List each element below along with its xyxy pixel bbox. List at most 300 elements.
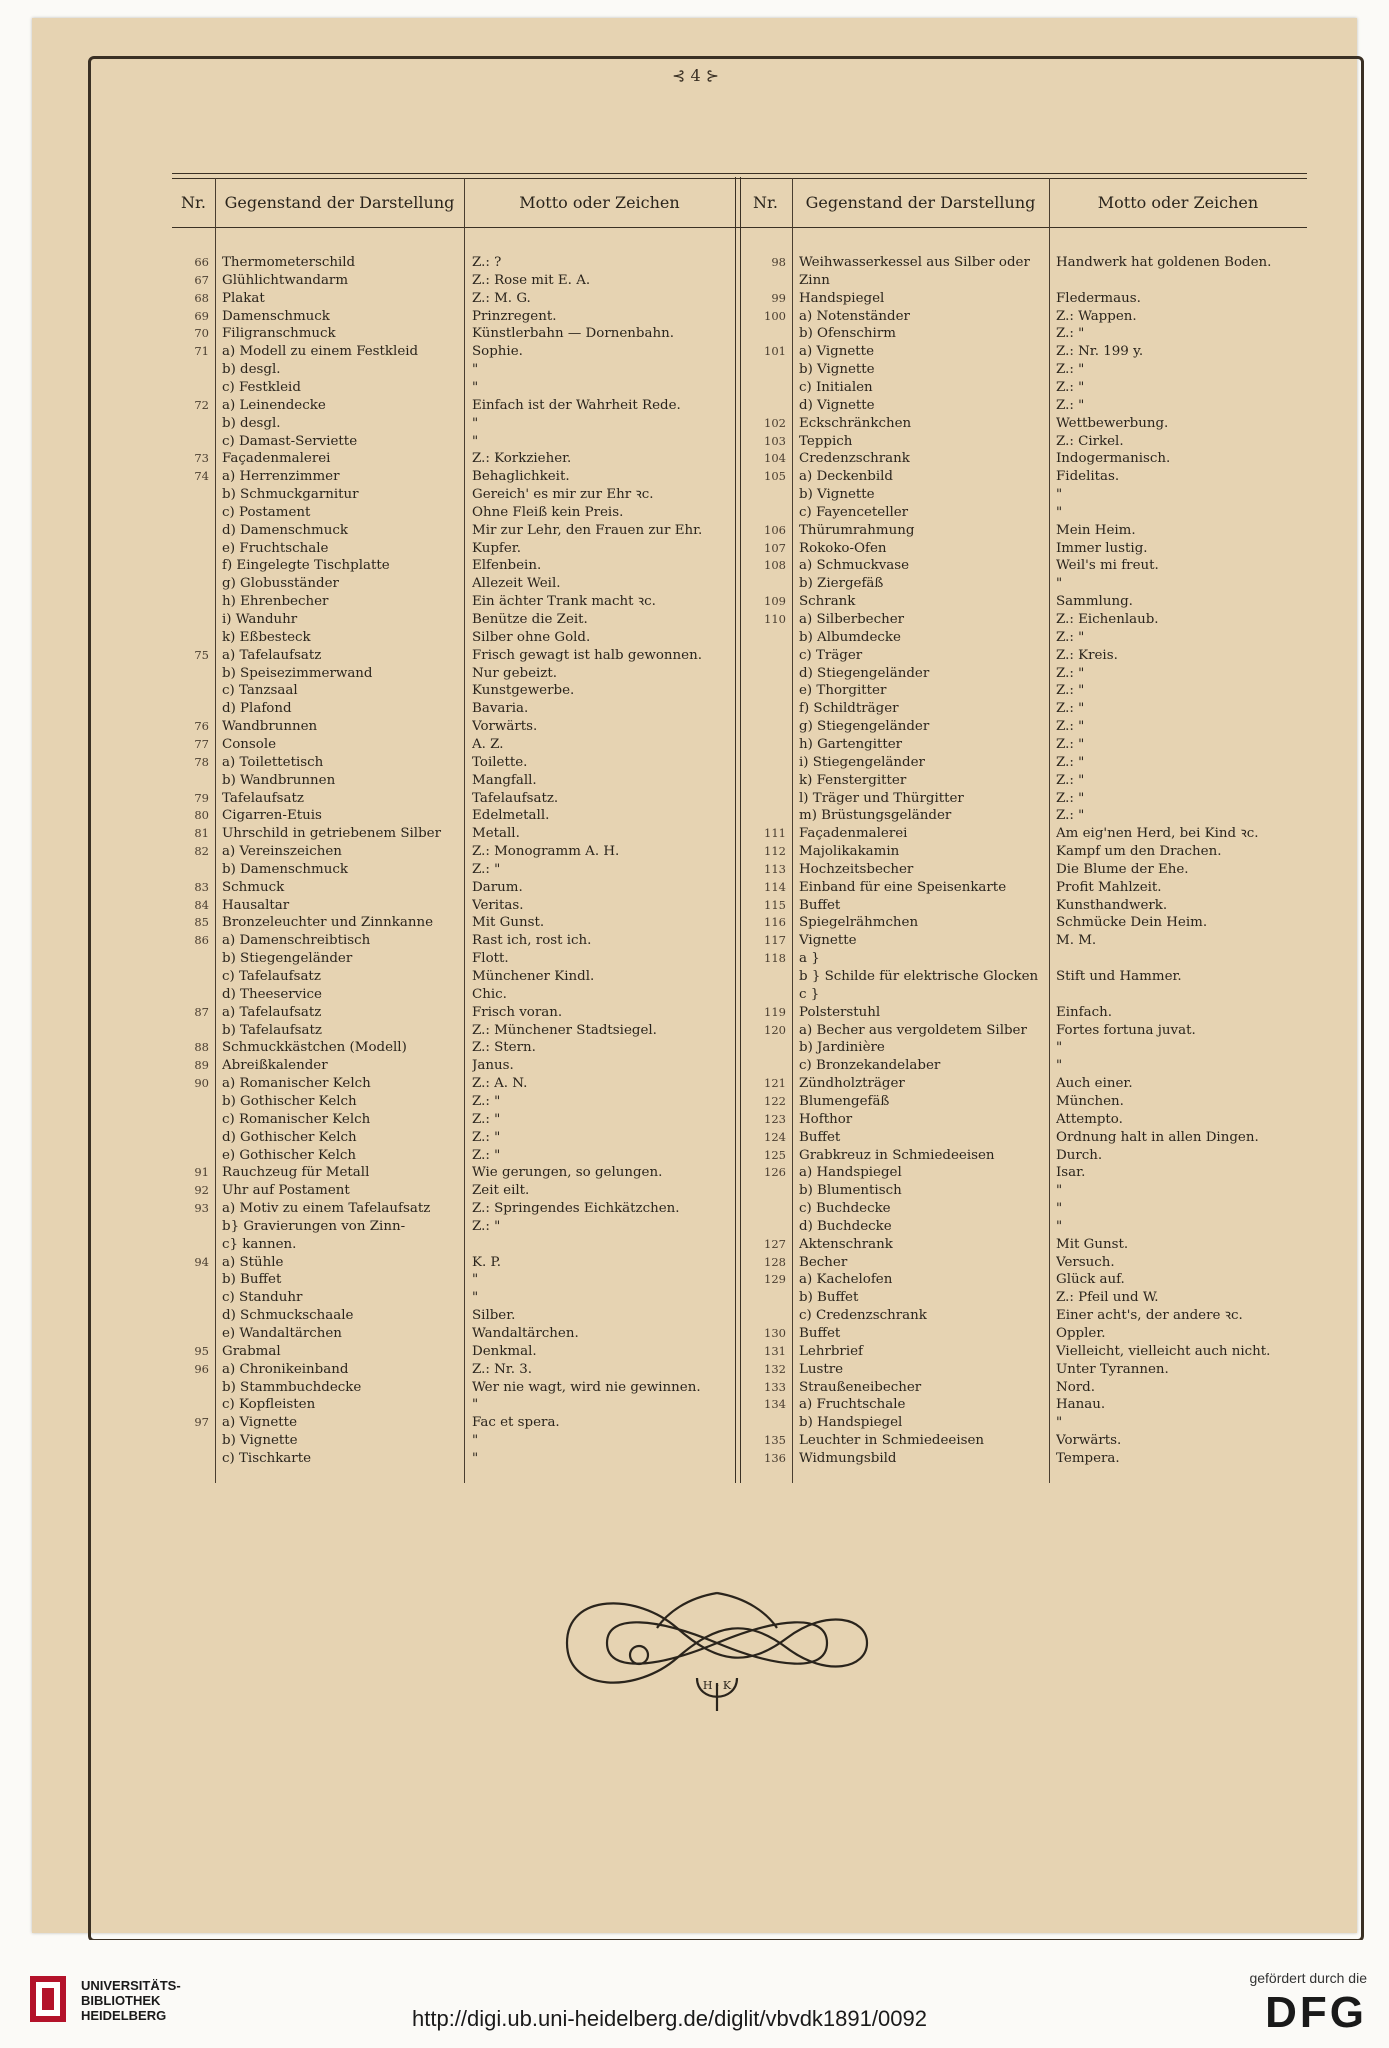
entry-motto: Kupfer.	[472, 540, 521, 556]
right-table-row	[172, 325, 1307, 343]
entry-motto: Z.: "	[472, 1218, 501, 1234]
right-table-row	[172, 807, 1307, 825]
entry-subject: b) Schmuckgarnitur	[222, 487, 359, 503]
entry-subject: b) Gothischer Kelch	[222, 1093, 357, 1109]
right-table-row	[172, 1129, 1307, 1147]
entry-subject: b) Tafelaufsatz	[222, 1022, 322, 1038]
entry-subject: a) Chronikeinband	[222, 1361, 349, 1377]
entry-motto: Z.: "	[1056, 397, 1085, 413]
entry-motto: Z.: "	[1056, 790, 1085, 806]
entry-motto: Frisch gewagt ist halb gewonnen.	[472, 647, 702, 663]
entry-subject: a) Damenschreibtisch	[222, 933, 371, 949]
library-logo	[26, 1974, 181, 2030]
entry-subject: f) Schildträger	[799, 701, 899, 717]
entry-motto: "	[472, 362, 479, 378]
entry-motto: Auch einer.	[1056, 1076, 1133, 1092]
entry-subject: g) Stiegengeländer	[799, 719, 930, 735]
entry-number: 117	[764, 933, 786, 948]
ornament-curl	[630, 1646, 648, 1664]
entry-number: 125	[764, 1147, 786, 1162]
entry-number: 96	[194, 1361, 209, 1376]
entry-subject: a) Deckenbild	[799, 469, 893, 485]
entry-motto: Hanau.	[1056, 1397, 1106, 1413]
entry-motto: Z.: "	[1056, 736, 1085, 752]
ornament-loop	[607, 1622, 827, 1663]
entry-subject: i) Wanduhr	[222, 612, 298, 627]
entry-subject: c) Festkleid	[222, 379, 301, 395]
entry-subject: Cigarren-Etuis	[222, 808, 322, 824]
entry-subject: d) Theeservice	[222, 986, 322, 1002]
entry-number: 116	[764, 915, 786, 930]
entry-number: 67	[194, 272, 209, 287]
right-table-row	[172, 772, 1307, 790]
entry-number: 118	[764, 951, 786, 966]
right-table-row	[172, 861, 1307, 879]
entry-motto: K. P.	[472, 1254, 502, 1270]
right-table-row	[172, 1450, 1307, 1468]
entry-subject: b) Stammbuchdecke	[222, 1379, 362, 1395]
entry-subject: a) Handspiegel	[799, 1165, 902, 1181]
entry-number: 111	[764, 826, 786, 841]
right-table-row	[172, 397, 1307, 415]
right-table-row	[172, 1254, 1307, 1272]
entry-subject: e) Thorgitter	[799, 683, 887, 699]
entry-motto: Einfach.	[1056, 1004, 1113, 1020]
decorative-ornament	[547, 1573, 887, 1713]
entry-subject: b) Vignette	[222, 1433, 298, 1449]
entry-number: 90	[194, 1076, 209, 1091]
entry-motto: Toilette.	[472, 754, 528, 770]
entry-subject: b) Handspiegel	[799, 1415, 903, 1431]
entry-motto: Z.: "	[1056, 701, 1085, 717]
right-table-row	[172, 736, 1307, 754]
header-motto-left: Motto oder Zeichen	[519, 193, 680, 212]
entry-motto: "	[472, 1397, 479, 1413]
entry-motto: Flott.	[472, 951, 509, 967]
entry-subject: a) Stühle	[222, 1254, 284, 1270]
entry-subject: c} kannen.	[222, 1236, 297, 1252]
header-nr-left: Nr.	[181, 193, 206, 212]
right-table-row	[172, 1111, 1307, 1129]
header-subject-left: Gegenstand der Darstellung	[224, 193, 455, 212]
entry-motto: Elfenbein.	[472, 558, 542, 574]
entry-subject: h) Gartengitter	[799, 736, 903, 752]
entry-number: 77	[194, 736, 209, 751]
entry-motto: Z.: "	[472, 1147, 501, 1163]
right-table-row	[172, 1164, 1307, 1182]
entry-subject: e) Fruchtschale	[222, 540, 329, 556]
entry-motto: Kampf um den Drachen.	[1056, 844, 1222, 860]
entry-subject: d) Plafond	[222, 701, 292, 717]
entry-number: 121	[764, 1076, 786, 1091]
entry-subject: c) Tafelaufsatz	[222, 969, 321, 984]
entry-number: 131	[764, 1343, 786, 1358]
right-table-row	[172, 611, 1307, 629]
right-table-row	[172, 968, 1307, 986]
entry-motto: Künstlerbahn — Dornenbahn.	[472, 326, 674, 342]
entry-motto: Fledermaus.	[1056, 290, 1141, 306]
entry-subject: a) Kachelofen	[799, 1272, 893, 1288]
scanned-page	[32, 18, 1357, 1933]
entry-motto: Silber ohne Gold.	[472, 629, 591, 645]
entry-motto: Rast ich, rost ich.	[472, 933, 592, 949]
entry-subject: a) Silberbecher	[799, 612, 905, 627]
entry-motto: Zeit eilt.	[472, 1183, 530, 1199]
entry-subject: Straußeneibecher	[799, 1379, 922, 1395]
right-table-row	[172, 879, 1307, 897]
entry-number: 98	[771, 255, 786, 269]
entry-motto: Z.: "	[1056, 629, 1085, 645]
entry-subject: m) Brüstungsgeländer	[799, 808, 952, 824]
entry-number: 126	[764, 1165, 786, 1180]
entry-number: 101	[764, 344, 786, 359]
entry-subject: Grabkreuz in Schmiedeeisen	[799, 1147, 995, 1163]
funding-credit: gefördert durch die DFG	[1249, 1970, 1367, 2040]
entry-motto: "	[1056, 1058, 1063, 1074]
entry-subject: l) Träger und Thürgitter	[799, 790, 964, 806]
entry-subject: Filigranschmuck	[222, 326, 336, 342]
entry-motto: Sophie.	[472, 344, 523, 360]
entry-subject: d) Schmuckschaale	[222, 1308, 354, 1324]
entry-motto: Benütze die Zeit.	[472, 612, 588, 627]
entry-motto: Fac et spera.	[472, 1415, 560, 1431]
dfg-logo: DFG	[1265, 1988, 1367, 2037]
entry-number: 122	[764, 1093, 786, 1108]
entry-number: 102	[764, 415, 786, 430]
entry-subject: f) Eingelegte Tischplatte	[222, 558, 390, 574]
entry-subject: Leuchter in Schmiedeeisen	[799, 1433, 985, 1449]
entry-number: 106	[764, 522, 786, 537]
entry-subject: Buffet	[799, 1129, 841, 1145]
right-table-row	[172, 629, 1307, 647]
entry-motto: Z.: "	[472, 1093, 501, 1109]
entry-subject: Bronzeleuchter und Zinnkanne	[222, 915, 434, 931]
entry-number: 89	[194, 1058, 209, 1073]
entry-subject: Hausaltar	[222, 897, 290, 913]
entry-subject: c) Romanischer Kelch	[222, 1111, 371, 1127]
entry-motto: "	[1056, 504, 1063, 520]
right-table-row	[172, 1414, 1307, 1432]
entry-number: 114	[764, 879, 786, 894]
entry-subject: a) Motiv zu einem Tafelaufsatz	[222, 1201, 431, 1217]
entry-motto: Ordnung halt in allen Dingen.	[1056, 1129, 1259, 1145]
right-table-row	[172, 843, 1307, 861]
entry-subject: a) Tafelaufsatz	[222, 1004, 322, 1020]
entry-motto: "	[472, 1450, 479, 1466]
right-table-row	[172, 1271, 1307, 1289]
entry-subject: Hofthor	[799, 1111, 853, 1127]
entry-subject: a) Toilettetisch	[222, 754, 324, 770]
entry-subject: Schmuckkästchen (Modell)	[222, 1040, 407, 1056]
entry-subject: c) Credenzschrank	[799, 1308, 927, 1324]
entry-number: 105	[764, 469, 786, 484]
entry-number: 86	[194, 933, 209, 948]
header-subject-right: Gegenstand der Darstellung	[805, 193, 1036, 212]
entry-motto: "	[1056, 487, 1063, 503]
right-table-row	[172, 1022, 1307, 1040]
right-table-row	[172, 932, 1307, 950]
entry-motto: Schmücke Dein Heim.	[1056, 915, 1208, 931]
entry-motto: "	[472, 1272, 479, 1288]
entry-subject: Lustre	[799, 1361, 844, 1377]
entry-motto: Mangfall.	[472, 772, 537, 788]
right-table-row	[172, 486, 1307, 504]
entry-subject: a) Herrenzimmer	[222, 469, 340, 485]
right-table-row	[172, 1182, 1307, 1200]
entry-motto: Allezeit Weil.	[472, 576, 561, 592]
entry-number: 127	[764, 1236, 786, 1251]
entry-motto: Münchener Kindl.	[472, 969, 595, 984]
entry-motto: Denkmal.	[472, 1343, 537, 1359]
entry-subject: d) Damenschmuck	[222, 522, 348, 538]
entry-subject: Rokoko-Ofen	[799, 540, 887, 556]
entry-motto: Z.: Eichenlaub.	[1056, 612, 1159, 627]
entry-number: 136	[764, 1450, 786, 1465]
table-top-rule	[172, 173, 1307, 174]
right-table-row	[172, 379, 1307, 397]
catalogue-table	[172, 173, 1307, 1483]
entry-motto: Z.: "	[1056, 362, 1085, 378]
entry-motto: Z.: Korkzieher.	[472, 451, 572, 467]
entry-subject: Polsterstuhl	[799, 1004, 881, 1020]
entry-motto: Frisch voran.	[472, 1004, 563, 1020]
entry-number: 68	[194, 290, 209, 305]
right-table-row	[172, 950, 1307, 968]
entry-number: 91	[194, 1165, 209, 1180]
entry-number: 87	[194, 1004, 209, 1019]
entry-motto: Tempera.	[1056, 1450, 1120, 1466]
entry-motto: Z.: Rose mit E. A.	[472, 272, 591, 288]
entry-number: 66	[194, 255, 209, 269]
entry-number: 123	[764, 1111, 786, 1126]
entry-motto: Einer acht's, der andere ꝛc.	[1056, 1308, 1243, 1324]
entry-subject: a) Romanischer Kelch	[222, 1076, 371, 1092]
entry-number: 74	[194, 469, 209, 484]
right-table-row	[172, 1343, 1307, 1361]
entry-subject: Wandbrunnen	[222, 719, 318, 735]
entry-motto: Handwerk hat goldenen Boden.	[1056, 255, 1272, 270]
entry-number: 110	[764, 612, 786, 626]
right-table-row	[172, 754, 1307, 772]
entry-motto: Indogermanisch.	[1056, 451, 1171, 467]
right-table-row	[172, 1361, 1307, 1379]
entry-subject: k) Fenstergitter	[799, 772, 907, 788]
entry-motto: Wandaltärchen.	[472, 1326, 579, 1341]
entry-motto: Darum.	[472, 879, 523, 895]
entry-number: 76	[194, 719, 209, 734]
entry-number: 130	[764, 1326, 786, 1340]
entry-subject: b) Ofenschirm	[799, 326, 896, 342]
right-table-row	[172, 1039, 1307, 1057]
entry-number: 115	[764, 897, 786, 912]
entry-subject: a) Becher aus vergoldetem Silber	[799, 1022, 1027, 1038]
entry-motto: Fortes fortuna juvat.	[1056, 1022, 1196, 1038]
entry-motto: Vorwärts.	[1056, 1433, 1122, 1449]
entry-motto: Z.: Nr. 3.	[472, 1361, 533, 1377]
right-table-row	[172, 433, 1307, 451]
right-table-row	[172, 522, 1307, 540]
entry-motto: Mir zur Lehr, den Frauen zur Ehr.	[472, 522, 703, 538]
entry-subject: c) Tischkarte	[222, 1450, 311, 1466]
entry-motto: "	[472, 1433, 479, 1449]
entry-subject: a) Vignette	[799, 344, 874, 360]
entry-motto: Versuch.	[1056, 1254, 1115, 1270]
right-table-row	[172, 682, 1307, 700]
source-url-link[interactable]: http://digi.ub.uni-heidelberg.de/diglit/vbvdk1891/0092	[412, 2006, 927, 2031]
entry-number: 119	[764, 1004, 786, 1019]
entry-motto: "	[1056, 576, 1063, 592]
entry-number: 129	[764, 1272, 786, 1287]
entry-subject: a) Tafelaufsatz	[222, 647, 322, 663]
entry-motto: "	[1056, 1218, 1063, 1234]
entry-motto: Profit Mahlzeit.	[1056, 879, 1162, 895]
entry-motto: Tafelaufsatz.	[472, 790, 559, 806]
entry-motto: Unter Tyrannen.	[1056, 1361, 1169, 1377]
entry-number: 133	[764, 1379, 786, 1394]
header-nr-right: Nr.	[753, 193, 778, 212]
entry-motto: Chic.	[472, 986, 507, 1002]
entry-motto: "	[472, 1290, 479, 1306]
entry-motto: "	[472, 433, 479, 449]
entry-subject: b) Vignette	[799, 362, 875, 378]
entry-subject: Eckschränkchen	[799, 415, 912, 431]
right-table-row	[172, 825, 1307, 843]
entry-subject: Teppich	[799, 433, 853, 449]
right-table-row	[172, 557, 1307, 575]
entry-subject: b) Damenschmuck	[222, 861, 348, 877]
right-table-row	[172, 1236, 1307, 1254]
right-table-row	[172, 1432, 1307, 1450]
entry-number: 79	[194, 790, 209, 805]
entry-number: 132	[764, 1361, 786, 1376]
entry-subject: d) Vignette	[799, 397, 875, 413]
entry-motto: Z.: M. G.	[472, 290, 531, 306]
entry-number: 113	[764, 861, 786, 876]
entry-subject: Console	[222, 736, 277, 752]
entry-number: 107	[764, 540, 786, 555]
header-motto-right: Motto oder Zeichen	[1097, 193, 1259, 212]
entry-subject: Façadenmalerei	[799, 826, 908, 842]
right-table-row	[172, 790, 1307, 808]
entry-motto: Ohne Fleiß kein Preis.	[472, 504, 624, 520]
entry-subject: c) Standuhr	[222, 1290, 303, 1306]
right-table-row	[172, 361, 1307, 379]
entry-motto: Z.: Münchener Stadtsiegel.	[472, 1022, 657, 1038]
entry-subject: b) Speisezimmerwand	[222, 665, 373, 681]
entry-subject: b) Ziergefäß	[799, 576, 884, 592]
entry-motto: Z.: A. N.	[472, 1076, 528, 1092]
entry-subject: Thermometerschild	[222, 255, 356, 270]
entry-subject: h) Ehrenbecher	[222, 594, 329, 610]
entry-subject: a) Modell zu einem Festkleid	[222, 344, 419, 360]
entry-motto: Z.: "	[472, 861, 501, 877]
entry-number: 92	[194, 1183, 209, 1198]
entry-motto: Die Blume der Ehe.	[1056, 861, 1189, 877]
right-table-row	[172, 504, 1307, 522]
entry-subject: e) Gothischer Kelch	[222, 1147, 357, 1163]
right-table-row	[172, 1075, 1307, 1093]
footer-bar	[0, 1940, 1389, 2048]
entry-subject: Majolikakamin	[799, 844, 900, 860]
entry-motto: Metall.	[472, 826, 520, 842]
entry-subject: Hochzeitsbecher	[799, 861, 914, 877]
entry-motto: "	[1056, 1040, 1063, 1056]
entry-motto: Mit Gunst.	[1056, 1236, 1129, 1252]
right-table-row	[172, 665, 1307, 683]
entry-subject: i) Stiegengeländer	[799, 754, 925, 770]
entry-subject: b) desgl.	[222, 415, 281, 431]
entry-number: 104	[764, 451, 786, 466]
entry-number: 80	[194, 808, 209, 823]
entry-motto: Nur gebeizt.	[472, 665, 557, 681]
entry-number: 128	[764, 1254, 786, 1269]
entry-motto: Z.: Kreis.	[1056, 647, 1118, 663]
right-table-row	[172, 1004, 1307, 1022]
entry-subject: Abreißkalender	[222, 1058, 328, 1074]
right-table-row	[172, 647, 1307, 665]
entry-subject: Tafelaufsatz	[222, 790, 304, 806]
entry-motto: "	[472, 415, 479, 431]
entry-motto: Z.: "	[1056, 772, 1085, 788]
entry-subject: Damenschmuck	[222, 308, 330, 324]
entry-number: 97	[194, 1415, 209, 1430]
entry-motto: Glück auf.	[1056, 1272, 1125, 1288]
library-crest-icon	[26, 1974, 70, 2024]
entry-number: 69	[194, 308, 209, 323]
entry-motto: Immer lustig.	[1056, 540, 1148, 556]
entry-subject: b} Gravierungen von Zinn-	[222, 1218, 406, 1234]
entry-subject: b } Schilde für elektrische Glocken	[799, 969, 1039, 984]
entry-motto: A. Z.	[472, 736, 504, 752]
entry-number: 124	[764, 1129, 786, 1144]
right-table-row	[172, 914, 1307, 932]
entry-subject: c) Initialen	[799, 379, 873, 395]
library-name: UNIVERSITÄTS- BIBLIOTHEK HEIDELBERG	[81, 1978, 181, 2023]
ornament-monogram: H · K	[702, 1679, 732, 1692]
entry-subject: Rauchzeug für Metall	[222, 1165, 370, 1181]
entry-subject: b) Jardinière	[799, 1040, 885, 1056]
entry-subject: c) Postament	[222, 504, 311, 520]
entry-subject: Plakat	[222, 290, 265, 306]
right-table-row	[172, 308, 1307, 326]
entry-motto: Z.: Monogramm A. H.	[472, 844, 620, 860]
entry-subject: a) Notenständer	[799, 308, 910, 324]
entry-motto: Z.: "	[472, 1129, 501, 1145]
right-table-row	[172, 593, 1307, 611]
entry-number: 82	[194, 844, 209, 859]
entry-subject: d) Stiegengeländer	[799, 665, 930, 681]
entry-motto: Z.: ?	[472, 255, 502, 270]
entry-number: 85	[194, 915, 209, 930]
entry-subject: g) Globusständer	[222, 576, 339, 592]
entry-number: 95	[194, 1343, 209, 1358]
right-table-row	[172, 415, 1307, 433]
entry-number: 109	[764, 594, 786, 609]
entry-motto: Vorwärts.	[472, 719, 538, 735]
entry-subject: c }	[799, 986, 820, 1002]
entry-motto: Z.: "	[472, 1111, 501, 1127]
right-table-row	[172, 468, 1307, 486]
entry-motto: Wer nie wagt, wird nie gewinnen.	[472, 1379, 701, 1395]
entry-subject: b) Blumentisch	[799, 1183, 902, 1199]
right-table-row	[172, 1325, 1307, 1343]
entry-motto: Silber.	[472, 1308, 516, 1324]
entry-subject: Glühlichtwandarm	[222, 272, 349, 288]
entry-motto: "	[1056, 1415, 1063, 1431]
entry-subject: d) Buchdecke	[799, 1218, 892, 1234]
entry-subject: c) Fayenceteller	[799, 504, 909, 520]
entry-subject: c) Kopfleisten	[222, 1397, 316, 1413]
